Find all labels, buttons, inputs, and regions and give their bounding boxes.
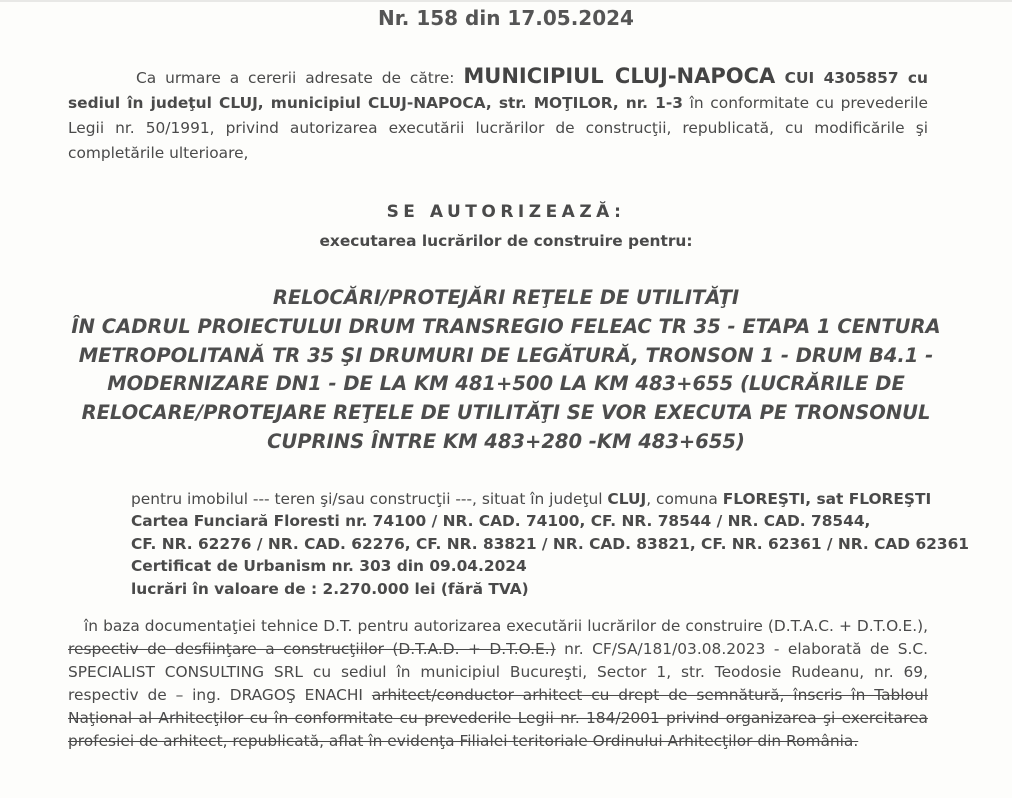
property-location-text: , comuna [646,490,723,508]
project-line: MODERNIZARE DN1 - DE LA KM 481+500 LA KM 483+655 (LUCRĂRILE DE [107,372,905,396]
documentation-text: în baza documentaţiei tehnice D.T. pentru autorizarea executării lucrărilor de construire (D.T.A.C. + D.T.O.E.), [84,617,928,635]
property-county: CLUJ [607,490,647,508]
documentation-text: nr. CF/SA/181/03.08.2023 - elaborată de S.C. SPECIALIST CONSULTING SRL cu sediul în municipiul Bucureşti, Sector 1, str. Teodosie Rudeanu, nr. 69, respectiv de – ing. DRAGOŞ ENACHI [68,640,929,704]
land-registry-line: CF. NR. 62276 / NR. CAD. 62276, CF. NR. 83821 / NR. CAD. 83821, CF. NR. 62361 / NR. CAD 62361 [131,534,969,553]
authorization-heading: SE AUTORIZEAZĂ: [386,202,626,222]
property-location [131,488,981,510]
project-line: ÎN CADRUL PROIECTULUI DRUM TRANSREGIO FELEAC TR 35 - ETAPA 1 CENTURA [71,314,941,338]
project-line: RELOCĂRI/PROTEJĂRI REŢELE DE UTILITĂŢI [272,286,740,309]
works-value-amount: 2.270.000 lei (fără TVA) [322,579,529,598]
property-village: , sat FLOREŞTI [805,490,932,508]
permit-number: Nr. 158 din 17.05.2024 [378,6,634,30]
documentation-paragraph [68,615,928,753]
land-registry-line: Cartea Funciară Floresti nr. 74100 / NR. CAD. 74100, CF. NR. 78544 / NR. CAD. 78544, [131,512,871,531]
project-title [40,284,972,457]
intro-rest: în conformitate cu prevederile Legii nr. 50/1991, privind autorizarea executării lucrărilor de construcţii, republicată, cu modificările şi completările ulterioare, [68,94,929,162]
struck-text: arhitect/conductor arhitect cu drept de semnătură, înscris în Tabloul Naţional al Arhitecţilor cu în conformitate cu prevederile Legii nr. 184/2001 privind organizarea şi exercitarea profesiei de arhitect, republicată, aflat în evidenţa Filialei teritoriale Ordinului Arhitecţilor din România. [68,686,928,750]
intro-lead: Ca urmare a cererii adresate de către: [136,69,464,87]
page-edge [0,0,1012,2]
works-value [131,578,981,600]
struck-text: respectiv de desfiinţare a construcţiilor (D.T.A.D. + D.T.O.E.) [68,640,556,658]
works-value-label: lucrări în valoare de : [131,579,323,598]
urbanism-number: nr. 303 din 09.04.2024 [326,557,527,576]
applicant-details: CUI 4305857 cu sediul în judeţul CLUJ, municipiul CLUJ-NAPOCA, str. MOŢILOR, nr. 1-3 [68,69,928,112]
applicant-name: MUNICIPIUL CLUJ-NAPOCA [463,64,776,88]
urbanism-certificate [131,555,981,577]
intro-paragraph [68,64,928,166]
urbanism-label: Certificat de Urbanism [131,557,327,576]
property-block [131,488,981,600]
project-line: RELOCARE/PROTEJARE REŢELE DE UTILITĂŢI SE VOR EXECUTA PE TRONSONUL [81,401,931,425]
property-commune: FLOREŞTI [722,490,806,508]
project-line: CUPRINS ÎNTRE KM 483+280 -KM 483+655) [267,429,745,453]
project-line: METROPOLITANĂ TR 35 ŞI DRUMURI DE LEGĂTURĂ, TRONSON 1 - DRUM B4.1 - [78,343,934,367]
property-location-text: pentru imobilul --- teren şi/sau construcţii ---, situat în judeţul [131,490,608,508]
authorization-subheading: executarea lucrărilor de construire pentru: [319,232,693,250]
